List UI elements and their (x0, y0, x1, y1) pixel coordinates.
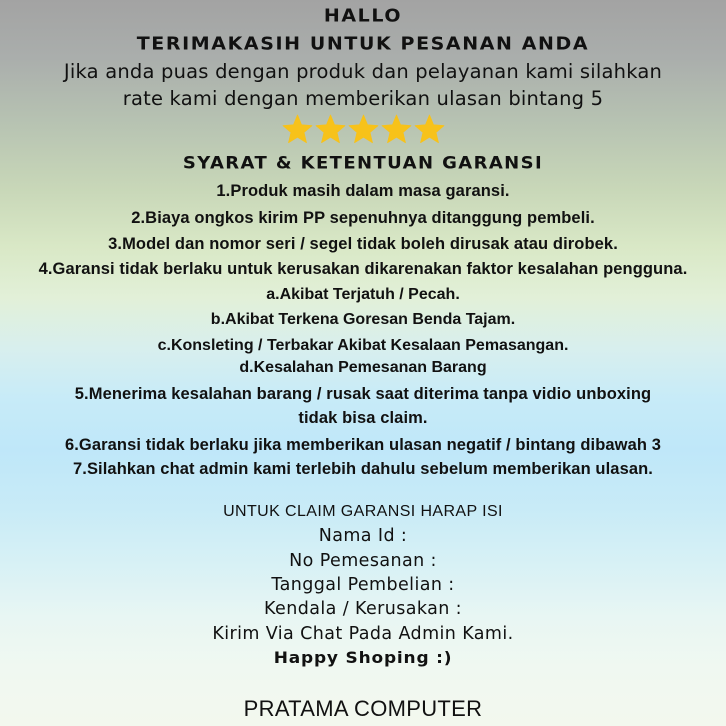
store-name: PRATAMA COMPUTER (243, 696, 483, 721)
star-rating (0, 110, 726, 148)
terms-item: 5.Menerima kesalahan barang / rusak saat diterima tanpa vidio unboxing (74, 385, 652, 403)
terms-sub-item: d.Kesalahan Pemesanan Barang (239, 359, 487, 376)
intro-text-line-2: rate kami dengan memberikan ulasan bintang 5 (122, 87, 604, 110)
claim-instruction: Kirim Via Chat Pada Admin Kami. (212, 624, 514, 644)
star-icon (413, 113, 446, 146)
claim-field: Tanggal Pembelian : (271, 575, 455, 595)
thanks-heading: TERIMAKASIH UNTUK PESANAN ANDA (136, 33, 590, 55)
claim-title: UNTUK CLAIM GARANSI HARAP ISI (223, 503, 503, 520)
terms-title: SYARAT & KETENTUAN GARANSI (182, 153, 544, 174)
terms-item: 6.Garansi tidak berlaku jika memberikan ulasan negatif / bintang dibawah 3 (64, 436, 662, 454)
terms-item: 3.Model dan nomor seri / segel tidak boleh dirusak atau dirobek. (108, 235, 618, 253)
star-icon (380, 113, 413, 146)
claim-field: Kendala / Kerusakan : (264, 599, 462, 619)
terms-item: 1.Produk masih dalam masa garansi. (216, 182, 510, 200)
star-icon (314, 113, 347, 146)
claim-field: Nama Id : (318, 526, 408, 546)
terms-sub-item: a.Akibat Terjatuh / Pecah. (266, 286, 460, 303)
terms-item-continuation: tidak bisa claim. (298, 409, 428, 427)
claim-field: No Pemesanan : (289, 551, 437, 571)
terms-item: 2.Biaya ongkos kirim PP sepenuhnya ditanggung pembeli. (131, 209, 595, 227)
terms-sub-item: c.Konsleting / Terbakar Akibat Kesalaan Pemasangan. (157, 337, 569, 354)
closing-greeting: Happy Shoping :) (273, 648, 453, 668)
terms-sub-item: b.Akibat Terkena Goresan Benda Tajam. (210, 311, 516, 328)
terms-item: 7.Silahkan chat admin kami terlebih dahulu sebelum memberikan ulasan. (72, 460, 653, 478)
terms-item: 4.Garansi tidak berlaku untuk kerusakan dikarenakan faktor kesalahan pengguna. (38, 260, 688, 278)
greeting-heading: HALLO (323, 5, 403, 27)
intro-text-line-1: Jika anda puas dengan produk dan pelayanan kami silahkan (63, 60, 663, 83)
star-icon (347, 113, 380, 146)
star-icon (281, 113, 314, 146)
